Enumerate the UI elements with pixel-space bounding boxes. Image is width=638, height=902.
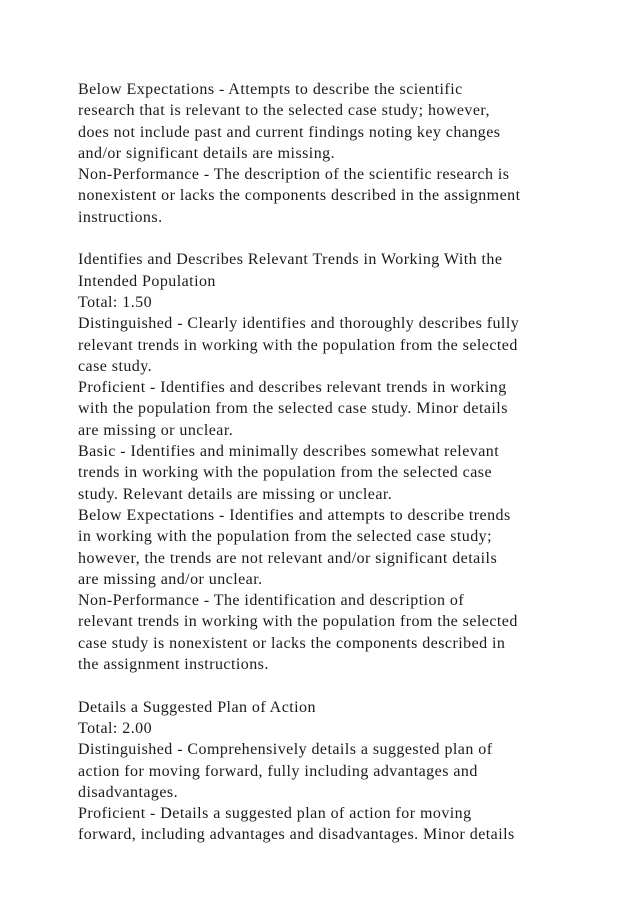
text-line: study. Relevant details are missing or unclear.: [78, 485, 393, 503]
text-line: case study is nonexistent or lacks the components described in: [78, 634, 506, 652]
text-line: Proficient - Identifies and describes relevant trends in working: [78, 379, 507, 397]
section-total: Total: 2.00: [78, 719, 153, 737]
text-line: Below Expectations - Attempts to describe the scientific: [78, 81, 463, 98]
text-line: forward, including advantages and disadvantages. Minor details: [78, 826, 515, 844]
paragraph-spacer: [78, 675, 598, 696]
text-line: Below Expectations - Identifies and attempts to describe trends: [78, 506, 511, 524]
section-heading: Identifies and Describes Relevant Trends in Working With the: [78, 251, 503, 269]
paragraph-spacer: [78, 228, 598, 249]
text-line: relevant trends in working with the population from the selected: [78, 613, 518, 631]
text-line: Non-Performance - The description of the scientific research is: [78, 166, 510, 184]
text-line: Distinguished - Clearly identifies and thoroughly describes fully: [78, 315, 520, 333]
text-line: Distinguished - Comprehensively details a suggested plan of: [78, 741, 493, 759]
text-line: trends in working with the population from the selected case: [78, 464, 493, 482]
text-line: the assignment instructions.: [78, 656, 269, 674]
text-line: action for moving forward, fully including advantages and: [78, 762, 478, 780]
section-heading: Details a Suggested Plan of Action: [78, 698, 316, 716]
text-line: nonexistent or lacks the components described in the assignment: [78, 187, 521, 205]
text-line: are missing or unclear.: [78, 421, 234, 439]
text-line: relevant trends in working with the population from the selected: [78, 336, 518, 354]
text-line: case study.: [78, 357, 153, 375]
document-body: [78, 79, 598, 846]
text-line: Basic - Identifies and minimally describes somewhat relevant: [78, 443, 500, 461]
text-line: with the population from the selected case study. Minor details: [78, 400, 508, 418]
text-line: disadvantages.: [78, 783, 179, 801]
text-line: are missing and/or unclear.: [78, 570, 263, 588]
text-line: instructions.: [78, 208, 163, 226]
text-line: research that is relevant to the selected case study; however,: [78, 102, 490, 120]
text-line: Non-Performance - The identification and description of: [78, 592, 465, 610]
text-line: does not include past and current findings noting key changes: [78, 123, 501, 141]
text-line: in working with the population from the selected case study;: [78, 528, 493, 546]
text-line: and/or significant details are missing.: [78, 144, 336, 162]
section-total: Total: 1.50: [78, 293, 153, 311]
text-line: Proficient - Details a suggested plan of action for moving: [78, 805, 472, 823]
text-line: however, the trends are not relevant and/or significant details: [78, 549, 498, 567]
section-heading: Intended Population: [78, 272, 216, 290]
